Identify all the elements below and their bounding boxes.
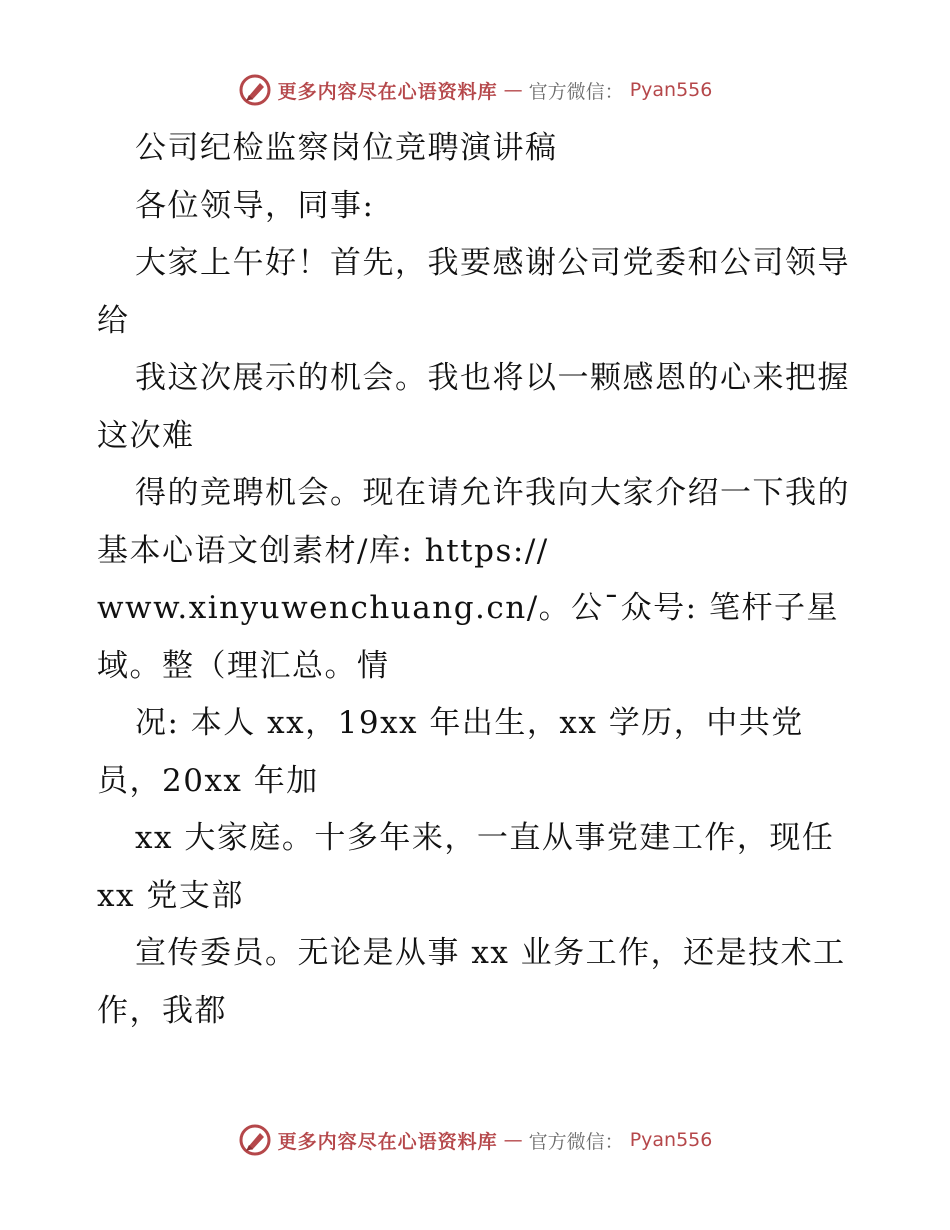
body-paragraph: 我这次展示的机会。我也将以一颗感恩的心来把握这次难 [97, 360, 850, 454]
body-paragraph: 大家上午好！首先，我要感谢公司党委和公司领导给 [97, 245, 850, 339]
watermark-wechat-id: Pyan556 [629, 79, 713, 101]
watermark-main-text: 更多内容尽在心语资料库 [277, 1130, 498, 1153]
body-paragraph: 得的竞聘机会。现在请允许我向大家介绍一下我的基本心语文创素材/库: https:// www.xinyuwenchuang.cn/。公¯众号: 笔杆子星域。整（理汇总。情 [97, 475, 850, 684]
fountain-pen-logo-icon [238, 73, 272, 107]
body-paragraph: 况: 本人 xx，19xx 年出生，xx 学历，中共党员，20xx 年加 [97, 705, 804, 799]
watermark-banner-top [0, 70, 950, 110]
watermark-separator: — [503, 1129, 523, 1151]
watermark-main-text: 更多内容尽在心语资料库 [277, 80, 498, 103]
document-title: 公司纪检监察岗位竞聘演讲稿 [135, 130, 558, 166]
fountain-pen-logo-icon [238, 1123, 272, 1157]
watermark-wechat-label: 官方微信： [528, 80, 624, 103]
watermark-banner-bottom [0, 1120, 950, 1160]
watermark-separator: — [503, 79, 523, 101]
body-paragraph: xx 大家庭。十多年来，一直从事党建工作，现任 xx 党支部 [97, 820, 835, 914]
watermark-wechat-id: Pyan556 [629, 1129, 713, 1151]
document-body [97, 120, 857, 1040]
body-paragraph: 宣传委员。无论是从事 xx 业务工作，还是技术工作，我都 [97, 935, 846, 1029]
salutation: 各位领导，同事: [135, 187, 375, 224]
watermark-wechat-label: 官方微信： [528, 1130, 624, 1153]
